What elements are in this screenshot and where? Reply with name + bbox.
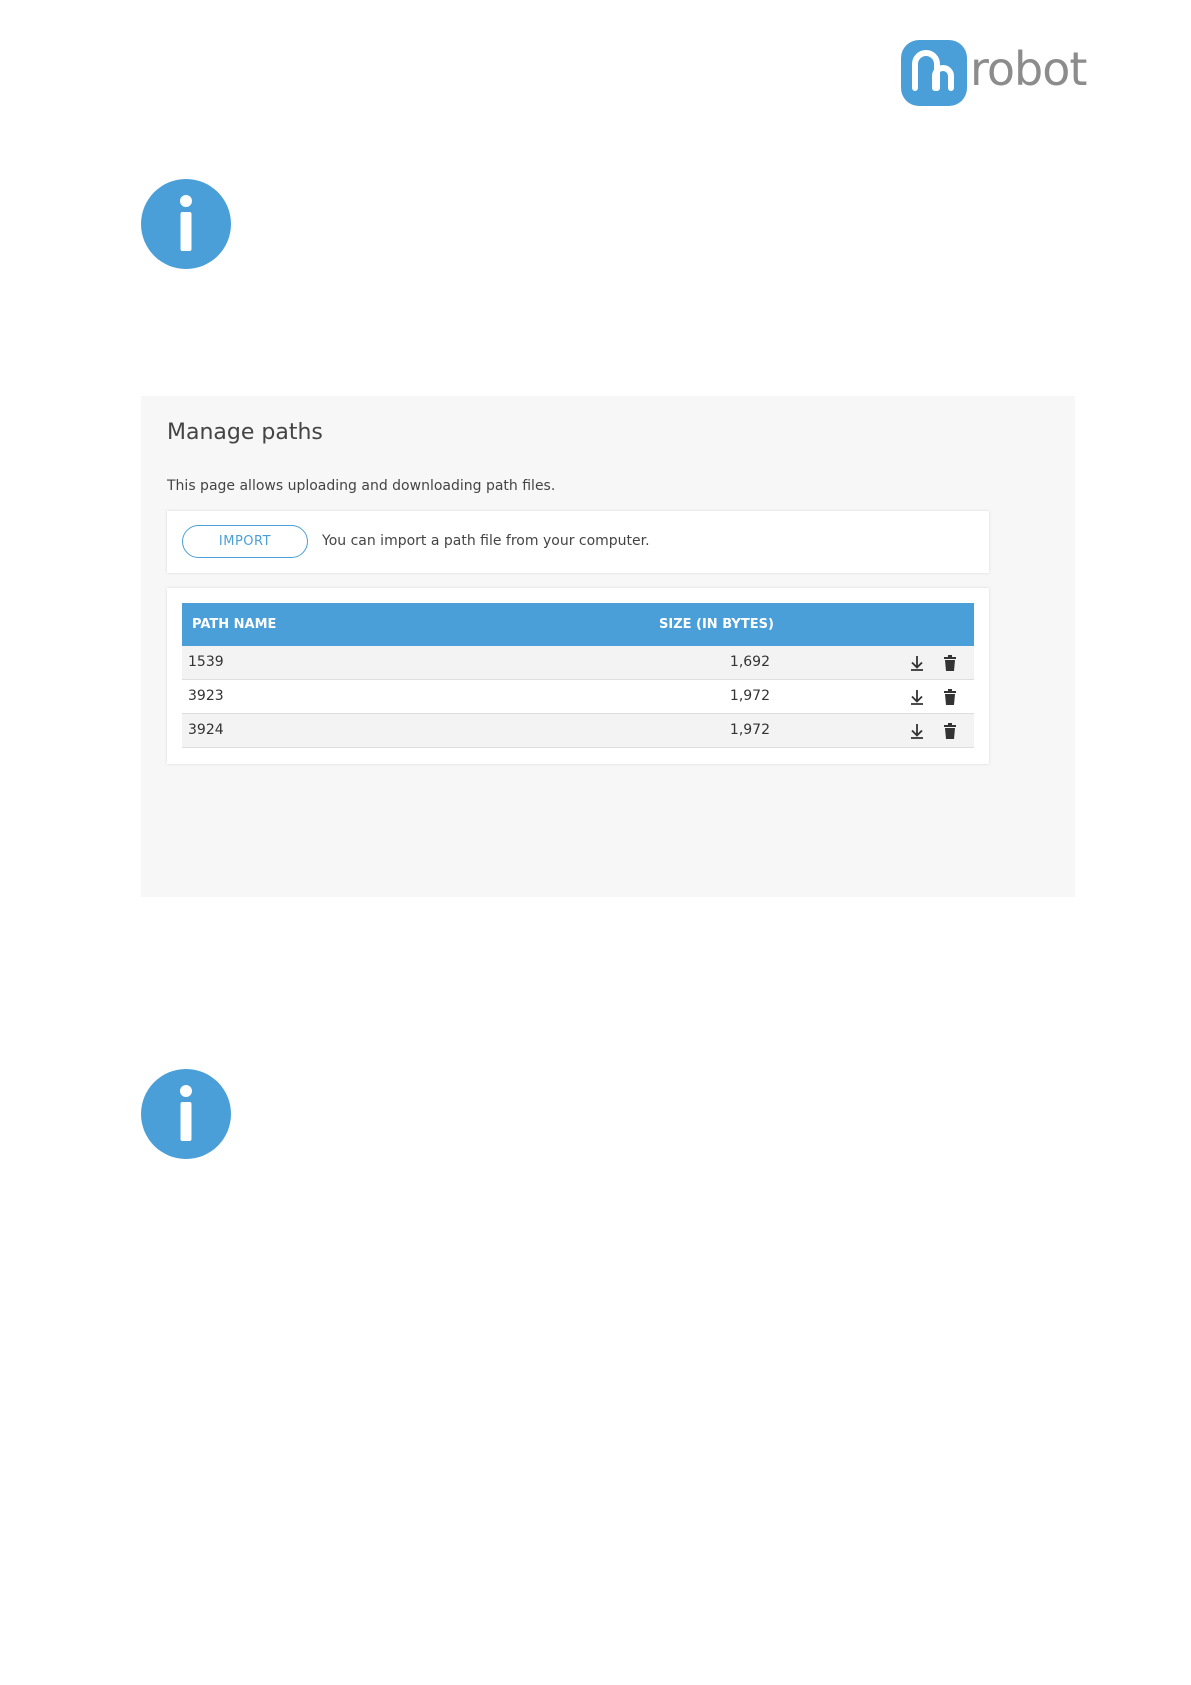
path-size-cell: 1,972 bbox=[729, 688, 770, 704]
trash-icon[interactable] bbox=[940, 687, 960, 707]
import-button[interactable]: IMPORT bbox=[182, 525, 308, 558]
import-card bbox=[167, 511, 989, 573]
download-icon[interactable] bbox=[907, 687, 927, 707]
path-name-cell: 1539 bbox=[188, 654, 224, 670]
trash-icon[interactable] bbox=[940, 721, 960, 741]
table-header bbox=[182, 603, 974, 646]
trash-icon[interactable] bbox=[940, 653, 960, 673]
logo-badge bbox=[901, 40, 967, 106]
path-name-cell: 3923 bbox=[188, 688, 224, 704]
table-row bbox=[182, 714, 974, 748]
page-title: Manage paths bbox=[167, 420, 323, 445]
download-icon[interactable] bbox=[907, 653, 927, 673]
table-row bbox=[182, 646, 974, 680]
column-header-size[interactable]: SIZE (IN BYTES) bbox=[659, 617, 774, 632]
info-icon bbox=[141, 179, 231, 269]
page-description: This page allows uploading and downloading path files. bbox=[167, 478, 556, 494]
onrobot-logo bbox=[901, 40, 1087, 108]
import-hint: You can import a path file from your computer. bbox=[322, 533, 650, 549]
info-icon bbox=[141, 1069, 231, 1159]
path-size-cell: 1,972 bbox=[729, 722, 770, 738]
logo-wordmark: robot bbox=[970, 42, 1087, 96]
table-row bbox=[182, 680, 974, 714]
path-size-cell: 1,692 bbox=[729, 654, 770, 670]
column-header-path-name[interactable]: PATH NAME bbox=[192, 617, 277, 632]
paths-table bbox=[167, 588, 989, 764]
manage-paths-panel bbox=[141, 396, 1075, 897]
path-name-cell: 3924 bbox=[188, 722, 224, 738]
download-icon[interactable] bbox=[907, 721, 927, 741]
